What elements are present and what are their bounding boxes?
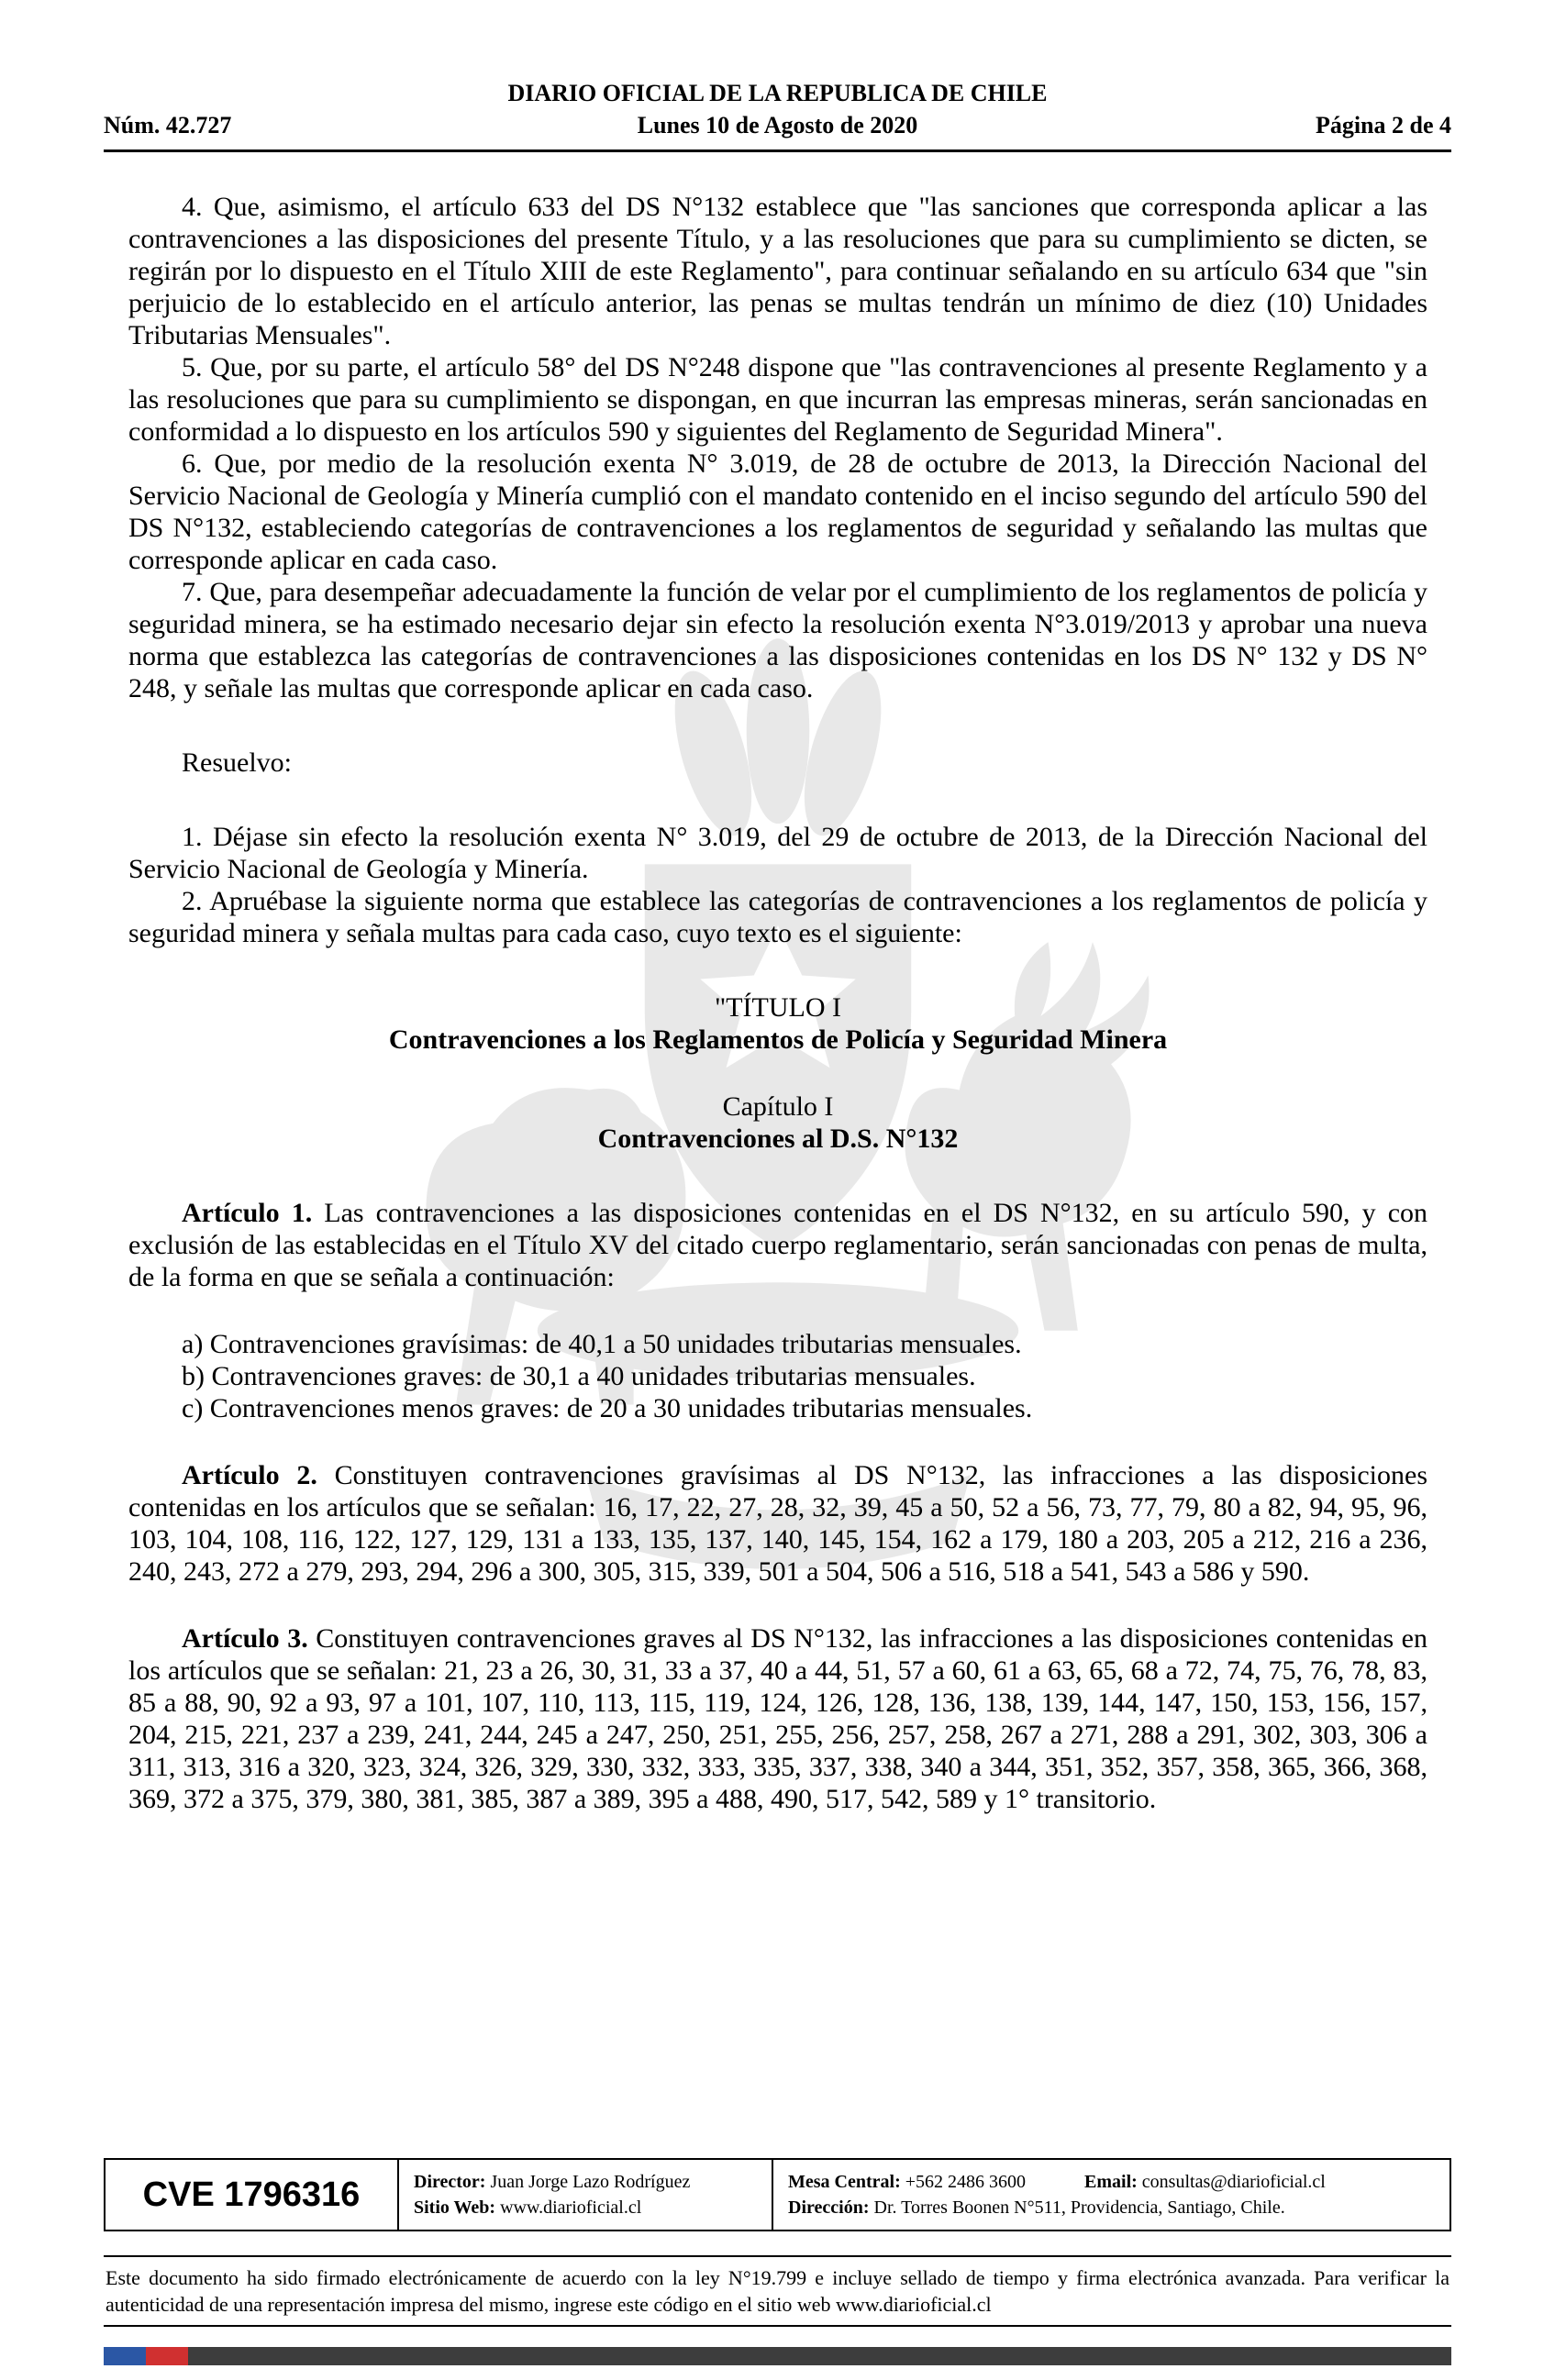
sancion-item-a: a) Contravenciones gravísimas: de 40,1 a 50 unidades tributarias mensuales. — [182, 1329, 1022, 1359]
footer-website-row — [414, 2195, 757, 2220]
footer-phone-email-row — [788, 2169, 1435, 2195]
sancion-item-b: b) Contravenciones graves: de 30,1 a 40 unidades tributarias mensuales. — [182, 1361, 976, 1391]
publication-date: Lunes 10 de Agosto de 2020 — [637, 112, 918, 138]
paragraph-considerando-4: 4. Que, asimismo, el artículo 633 del DS N°132 establece que "las sanciones que corresponda aplicar a las contravenciones a las disposiciones del presente Título, y a las resoluciones que para su cumplimiento se dicten, se regirán por lo dispuesto en el Título XIII de este Reglamento", para continuar señalando en su artículo 634 que "sin perjuicio de lo establecido en el artículo anterior, las penas se multas tendrán un mínimo de diez (10) Unidades Tributarias Mensuales". — [128, 192, 1427, 350]
cve-box — [104, 2158, 1451, 2231]
page-indicator: Página 2 de 4 — [1315, 112, 1452, 138]
phone-value: +562 2486 3600 — [905, 2172, 1027, 2192]
articulo-3-label: Artículo 3. — [182, 1623, 308, 1654]
flag-blue-square — [104, 2347, 146, 2365]
website-label: Sitio Web: — [414, 2197, 496, 2218]
capitulo-subheading: Contravenciones al D.S. N°132 — [597, 1124, 959, 1154]
sanciones-list — [128, 1328, 1427, 1424]
articulo-1-label: Artículo 1. — [182, 1198, 313, 1228]
capitulo-heading: Capítulo I — [722, 1091, 834, 1122]
paragraph-considerando-7: 7. Que, para desempeñar adecuadamente la función de velar por el cumplimiento de los reglamentos de policía y seguridad minera, se ha estimado necesario dejar sin efecto la resolución exenta N°3.019/2013 y aprobar una nueva norma que establezca las categorías de contravenciones a las disposiciones contenidas en los DS N° 132 y DS N° 248, y señale las multas que corresponde aplicar en cada caso. — [128, 577, 1427, 703]
header-rule — [104, 149, 1451, 152]
page-footer — [104, 2158, 1451, 2365]
email-value: consultas@diarioficial.cl — [1141, 2172, 1326, 2192]
flag-bar — [104, 2347, 1451, 2365]
titulo-subheading: Contravenciones a los Reglamentos de Policía y Seguridad Minera — [388, 1024, 1168, 1055]
flag-red-square — [146, 2347, 188, 2365]
masthead-row — [104, 111, 1451, 140]
masthead — [104, 79, 1451, 152]
cve-code: CVE 1796316 — [142, 2175, 361, 2214]
titulo-heading: "TÍTULO I — [714, 992, 842, 1023]
articulo-2 — [128, 1459, 1427, 1588]
sancion-item-c: c) Contravenciones menos graves: de 20 a 30 unidades tributarias mensuales. — [182, 1393, 1033, 1423]
phone-label: Mesa Central: — [788, 2172, 901, 2192]
address-value: Dr. Torres Boonen N°511, Providencia, Santiago, Chile. — [873, 2197, 1285, 2218]
paragraph-considerando-5: 5. Que, por su parte, el artículo 58° del DS N°248 dispone que "las contravenciones al presente Reglamento y a las resoluciones que para su cumplimiento se dispongan, en que incurran las empresas mineras, serán sancionadas en conformidad a lo dispuesto en los artículos 590 y siguientes del Reglamento de Seguridad Minera". — [128, 352, 1427, 447]
signature-note — [104, 2255, 1451, 2327]
articulo-2-label: Artículo 2. — [182, 1460, 317, 1490]
publication-title: DIARIO OFICIAL DE LA REPUBLICA DE CHILE — [507, 80, 1048, 106]
paragraph-considerando-6: 6. Que, por medio de la resolución exenta N° 3.019, de 28 de octubre de 2013, la Dirección Nacional del Servicio Nacional de Geología y Minería cumplió con el mandato contenido en el inciso segundo del artículo 590 del DS N°132, estableciendo categorías de contravenciones a los reglamentos de seguridad y señalando las multas que corresponde aplicar en cada caso. — [128, 448, 1427, 575]
articulo-3 — [128, 1622, 1427, 1815]
footer-contact-column — [772, 2160, 1449, 2230]
director-value: Juan Jorge Lazo Rodríguez — [490, 2172, 691, 2192]
footer-director-row — [414, 2169, 757, 2195]
resuelvo-label: Resuelvo: — [182, 747, 292, 778]
issue-number: Núm. 42.727 — [104, 112, 232, 138]
director-label: Director: — [414, 2172, 486, 2192]
signature-note-text: Este documento ha sido firmado electrónicamente de acuerdo con la ley N°19.799 e incluye sellado de tiempo y firma electrónica avanzada. Para verificar la autenticidad de una representación impresa del mismo, ingrese este código en el sitio web www.diarioficial.cl — [106, 2266, 1449, 2316]
footer-director-column — [397, 2160, 772, 2230]
paragraph-resolucion-2: 2. Apruébase la siguiente norma que establece las categorías de contravenciones a los reglamentos de policía y seguridad minera y señala multas para cada caso, cuyo texto es el siguiente: — [128, 886, 1427, 948]
email-label: Email: — [1084, 2172, 1138, 2192]
footer-dark-bar — [188, 2347, 1451, 2365]
articulo-2-text: Constituyen contravenciones gravísimas al DS N°132, las infracciones a las disposiciones contenidas en los artículos que se señalan: 16, 17, 22, 27, 28, 32, 39, 45 a 50, 52 a 56, 73, 77, 79, 80 a 82, 94, 95, 96, 103, 104, 108, 116, 122, 127, 129, 131 a 133, 135, 137, 140, 145, 154, 162 a 179, 180 a 203, 205 a 212, 216 a 236, 240, 243, 272 a 279, 293, 294, 296 a 300, 305, 315, 339, 501 a 504, 506 a 516, 518 a 541, 543 a 586 y 590. — [128, 1460, 1427, 1587]
document-body — [128, 191, 1427, 1815]
website-value: www.diarioficial.cl — [500, 2197, 642, 2218]
articulo-1 — [128, 1197, 1427, 1293]
articulo-3-text: Constituyen contravenciones graves al DS N°132, las infracciones a las disposiciones contenidas en los artículos que se señalan: 21, 23 a 26, 30, 31, 33 a 37, 40 a 44, 51, 57 a 60, 61 a 63, 65, 68 a 72, 74, 75, 76, 78, 83, 85 a 88, 90, 92 a 93, 97 a 101, 107, 110, 113, 115, 119, 124, 126, 128, 136, 138, 139, 144, 147, 150, 153, 156, 157, 204, 215, 221, 237 a 239, 241, 244, 245 a 247, 250, 251, 255, 256, 257, 258, 267 a 271, 288 a 291, 302, 303, 306 a 311, 313, 316 a 320, 323, 324, 326, 329, 330, 332, 333, 335, 337, 338, 340 a 344, 351, 352, 357, 358, 365, 366, 368, 369, 372 a 375, 379, 380, 381, 385, 387 a 389, 395 a 488, 490, 517, 542, 589 y 1° transitorio. — [128, 1623, 1427, 1814]
paragraph-resolucion-1: 1. Déjase sin efecto la resolución exenta N° 3.019, del 29 de octubre de 2013, de la Dirección Nacional del Servicio Nacional de Geología y Minería. — [128, 822, 1427, 884]
footer-address-row — [788, 2195, 1435, 2220]
articulo-1-text: Las contravenciones a las disposiciones contenidas en el DS N°132, en su artículo 590, y con exclusión de las establecidas en el Título XV del citado cuerpo reglamentario, serán sancionadas con penas de multa, de la forma en que se señala a continuación: — [128, 1198, 1428, 1292]
address-label: Dirección: — [788, 2197, 870, 2218]
